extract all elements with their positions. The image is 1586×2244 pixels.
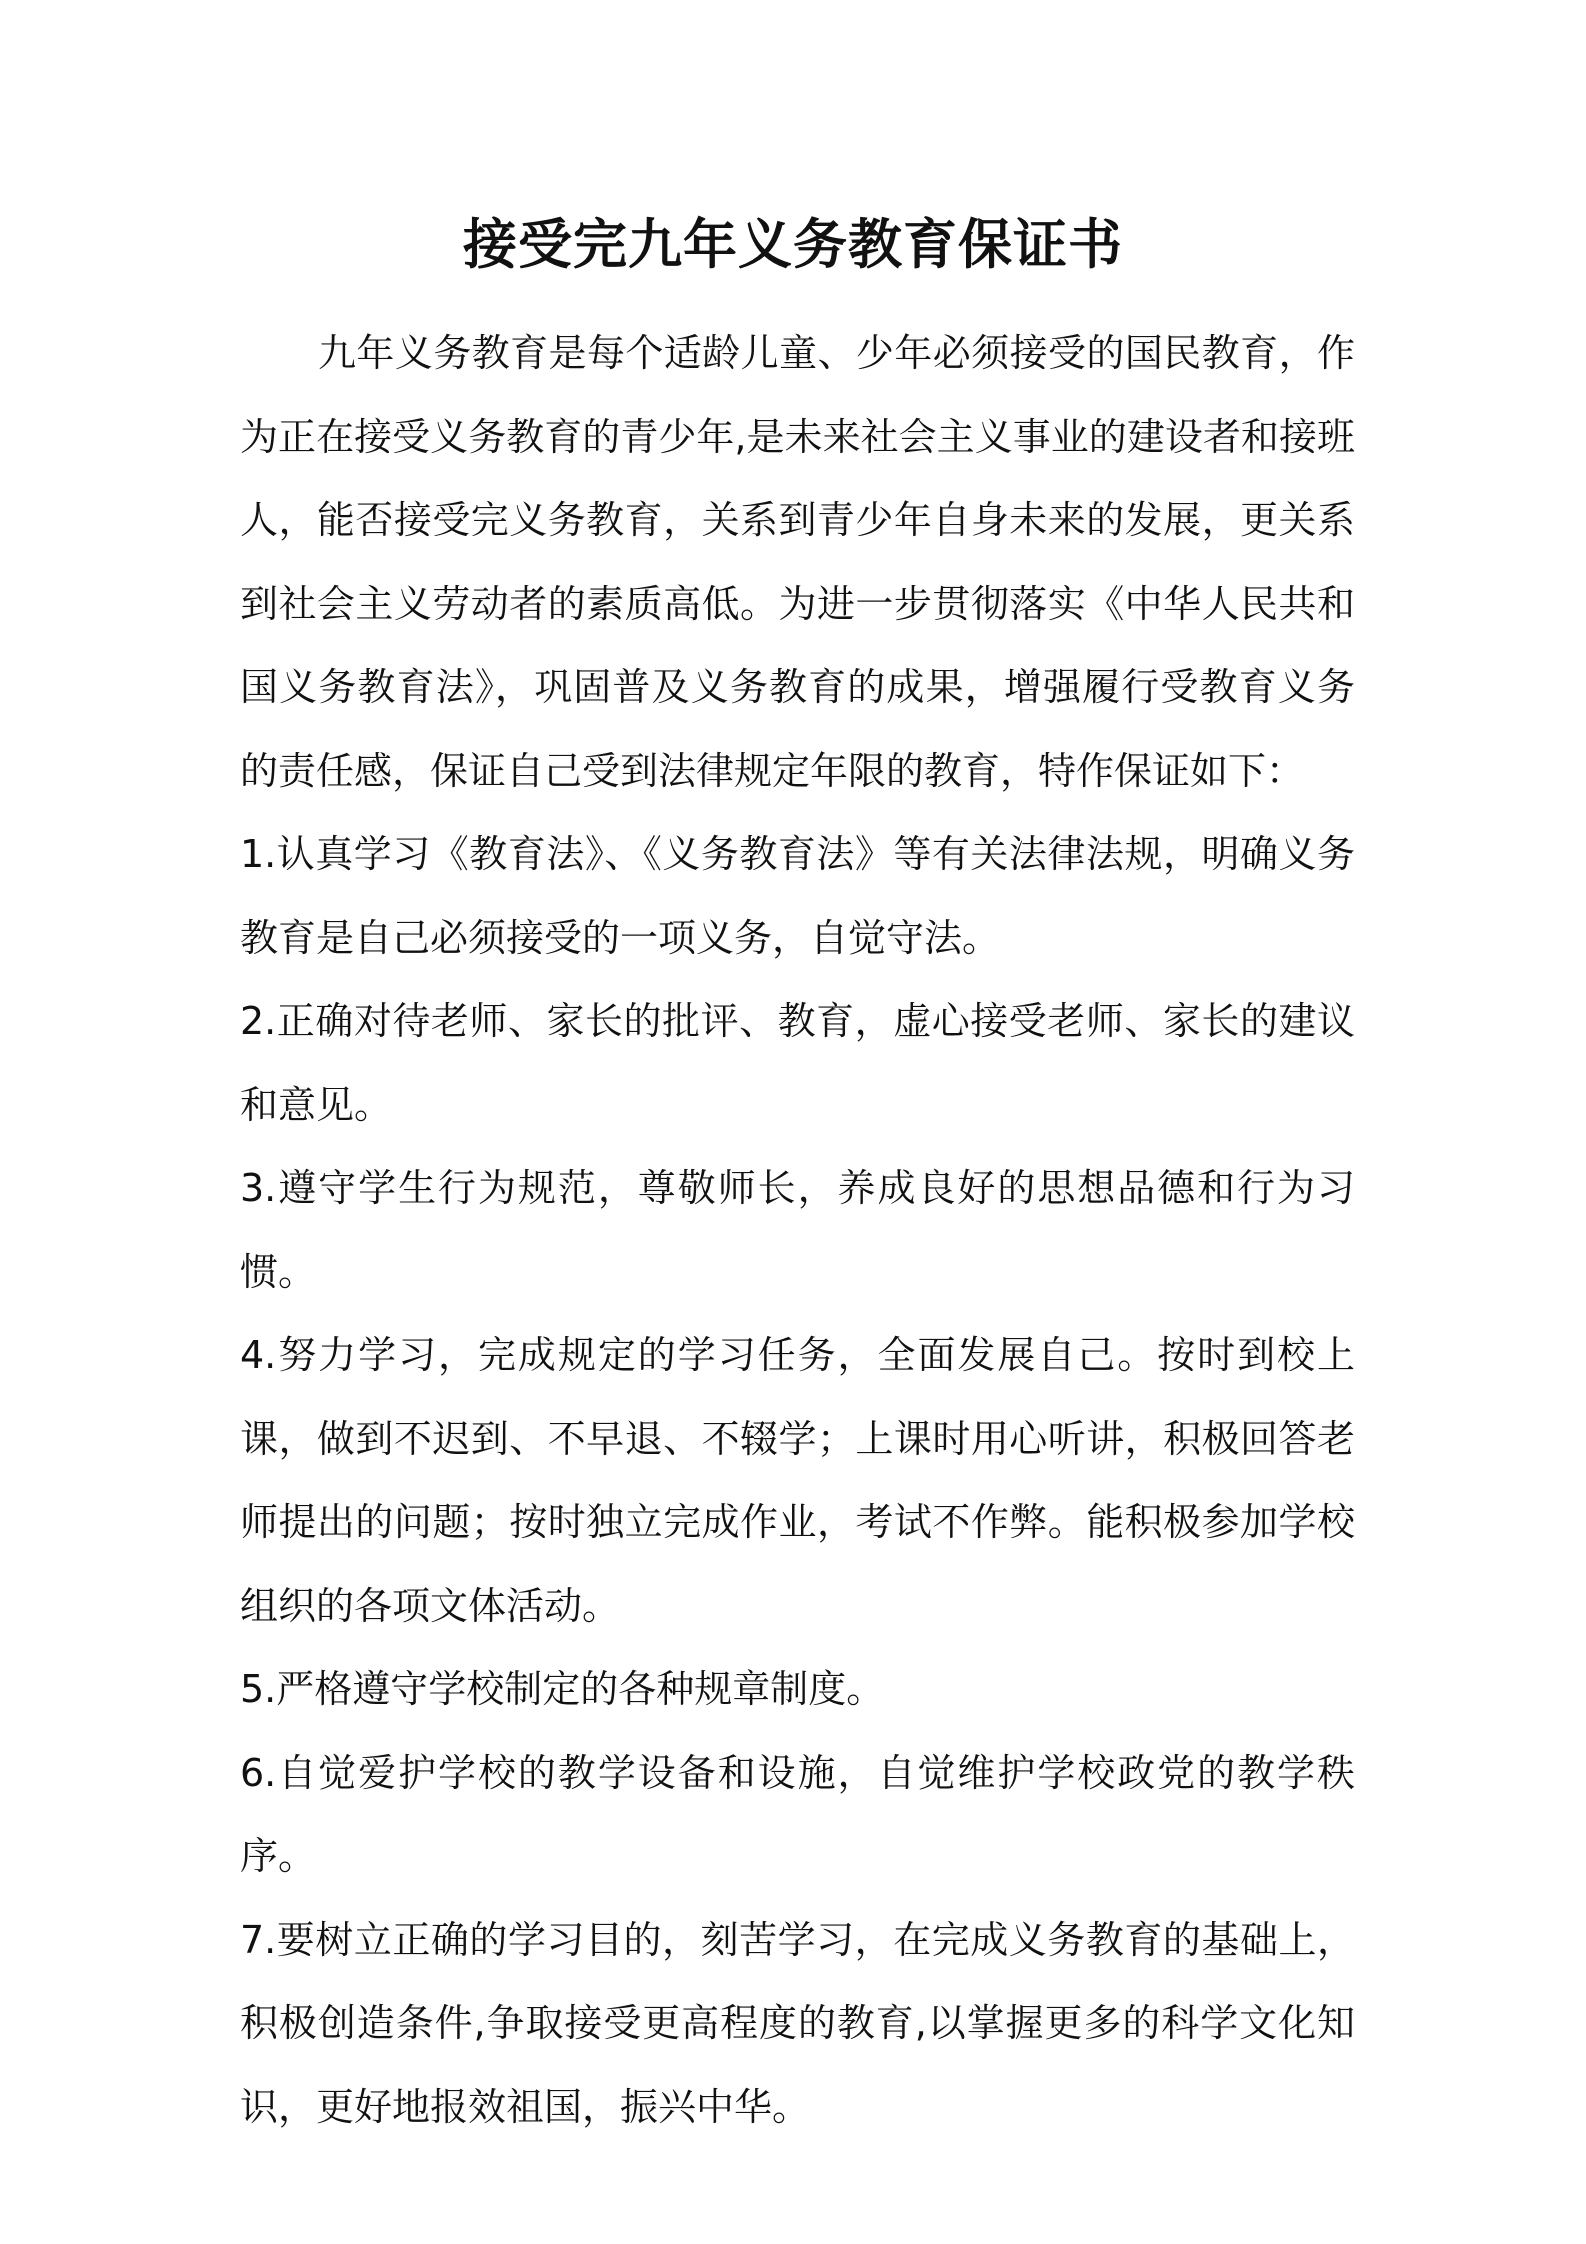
document-body <box>240 312 1355 2149</box>
pledge-item-4: 4.努力学习，完成规定的学习任务，全面发展自己。按时到校上课，做到不迟到、不早退、不辍学；上课时用心听讲，积极回答老师提出的问题；按时独立完成作业，考试不作弊。能积极参加学校组织的各项文体活动。 <box>240 1333 1355 1628</box>
intro-paragraph: 九年义务教育是每个适龄儿童、少年必须接受的国民教育，作为正在接受义务教育的青少年,是未来社会主义事业的建设者和接班人，能否接受完义务教育，关系到青少年自身未来的发展，更关系到社会主义劳动者的素质高低。为进一步贯彻落实《中华人民共和国义务教育法》，巩固普及义务教育的成果，增强履行受教育义务的责任感，保证自己受到法律规定年限的教育，特作保证如下： <box>240 331 1355 793</box>
pledge-item-6: 6.自觉爱护学校的教学设备和设施，自觉维护学校政党的教学秩序。 <box>240 1750 1355 1878</box>
pledge-item-2: 2.正确对待老师、家长的批评、教育，虚心接受老师、家长的建议和意见。 <box>240 999 1355 1127</box>
pledge-item-7: 7.要树立正确的学习目的，刻苦学习，在完成义务教育的基础上，积极创造条件,争取接受更高程度的教育,以掌握更多的科学文化知识，更好地报效祖国，振兴中华。 <box>240 1917 1355 2129</box>
pledge-item-3: 3.遵守学生行为规范，尊敬师长，养成良好的思想品德和行为习惯。 <box>240 1166 1355 1294</box>
pledge-item-1: 1.认真学习《教育法》、《义务教育法》等有关法律法规，明确义务教育是自己必须接受的一项义务，自觉守法。 <box>240 832 1355 960</box>
document-title: 接受完九年义务教育保证书 <box>463 213 1123 276</box>
pledge-item-5: 5.严格遵守学校制定的各种规章制度。 <box>240 1667 885 1711</box>
